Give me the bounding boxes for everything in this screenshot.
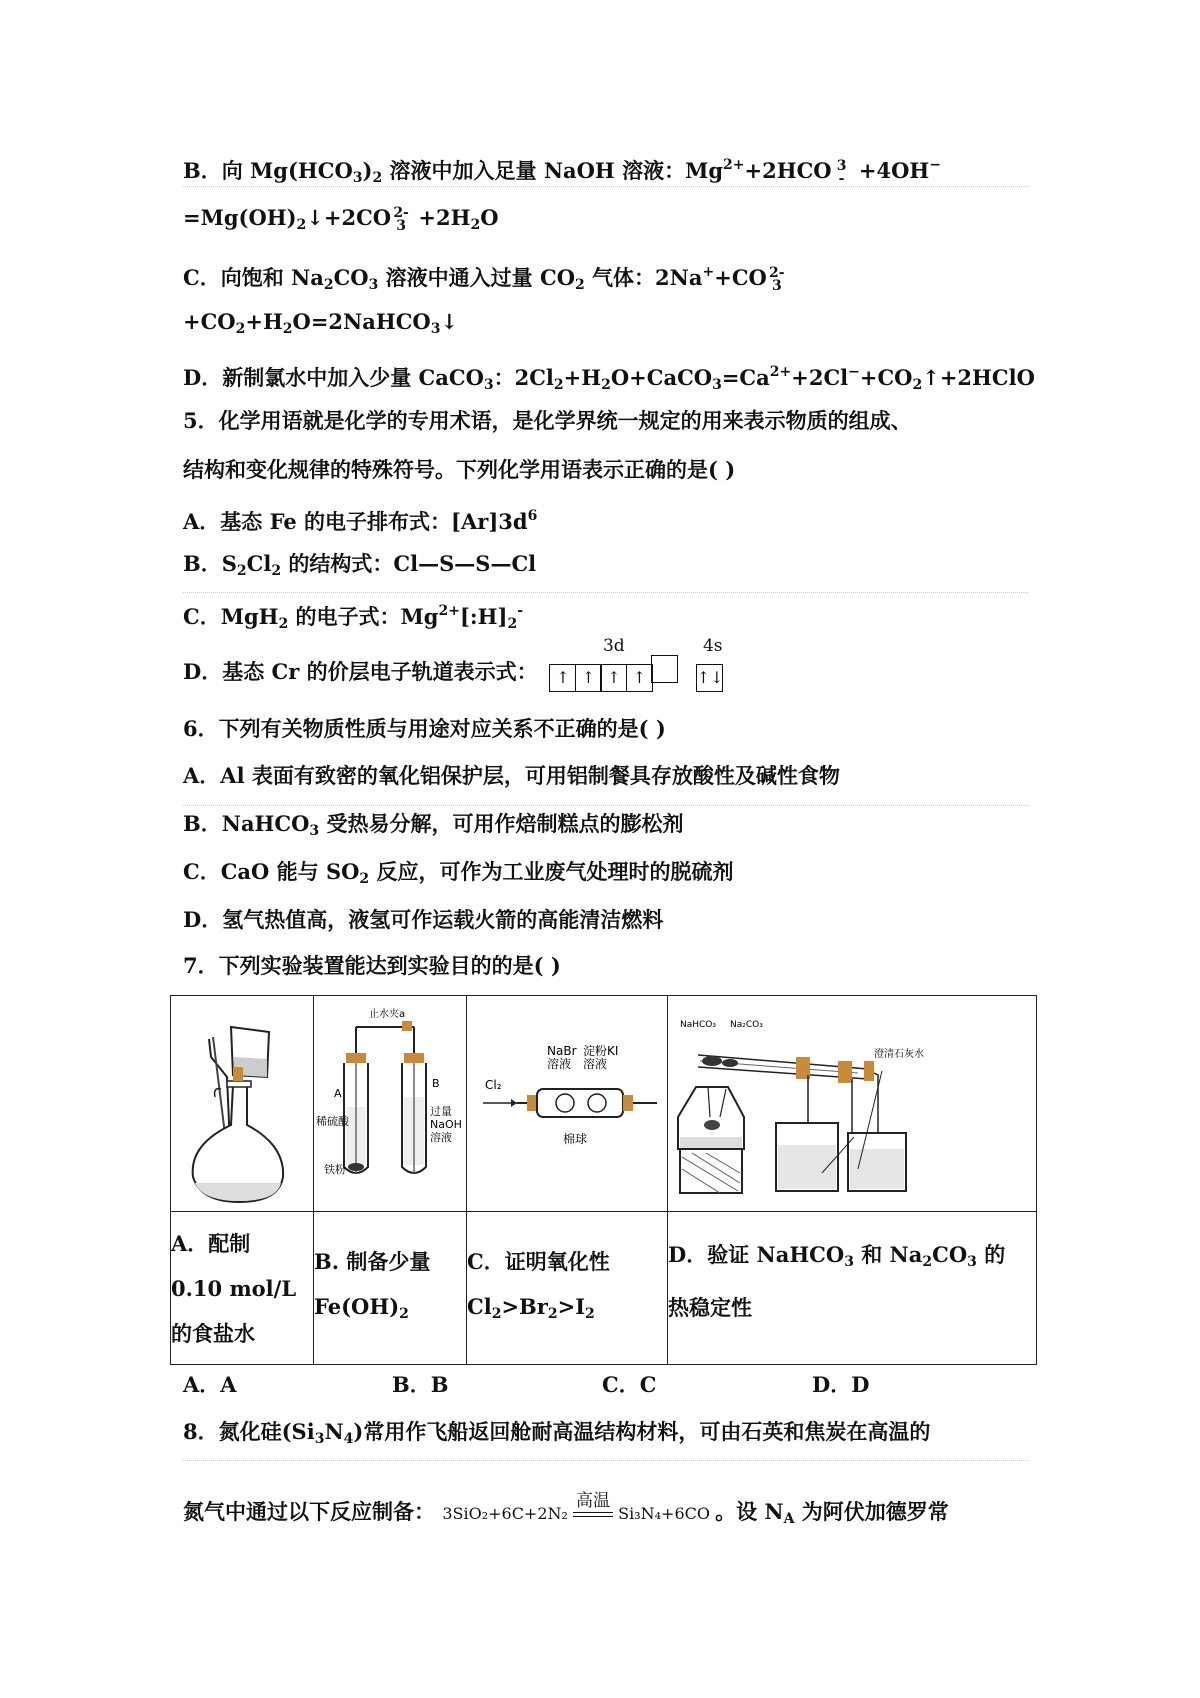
cotton-ball-icon	[556, 1094, 574, 1112]
caption-a-line2: 0.10 mol/L	[171, 1275, 297, 1301]
fe-oh2-apparatus-figure	[314, 997, 466, 1207]
q5-option-c: C．MgH$_2$ 的电子式：$Mg^{2+}[:H]_2^-$	[183, 603, 523, 632]
limewater-label: 澄清石灰水	[874, 1048, 924, 1060]
halogen-oxidation-figure	[467, 997, 667, 1207]
caption-b-line2: $Fe(OH)_2$	[314, 1294, 409, 1322]
apparatus-table	[170, 995, 1037, 1365]
ki-label: 淀粉KI 溶液	[583, 1043, 619, 1071]
q5-stem-line1: 5．化学用语就是化学的专用术语，是化学界统一规定的用来表示物质的组成、	[183, 408, 912, 433]
volumetric-flask-figure	[171, 997, 313, 1207]
q6-option-c: C．CaO 能与 $SO_2$ 反应，可作为工业废气处理时的脱硫剂	[183, 859, 734, 887]
nahco3-label: NaHCO₃	[680, 1019, 716, 1030]
equals-arrow	[573, 1491, 613, 1517]
q7-answer-c: C．C	[602, 1372, 657, 1397]
q7-answer-d: D．D	[812, 1372, 870, 1397]
cotton-label: 棉球	[563, 1131, 588, 1146]
q5-option-d: D．基态 Cr 的价层电子轨道表示式： 3d ↑ ↑ ↑ ↑ 4s ↑↓	[183, 655, 723, 692]
q8-line1: 8．氮化硅$(Si_3N_4)$常用作飞船返回舱耐高温结构材料，可由石英和焦炭在高温的	[183, 1419, 931, 1447]
orbital-diagram	[551, 636, 724, 692]
orbital-box	[651, 655, 678, 683]
orbital-box: ↑	[626, 664, 653, 692]
stopper-icon	[404, 1053, 424, 1063]
nabr-label: NaBr 溶液	[547, 1043, 577, 1071]
q7-answer-a: A．A	[183, 1372, 237, 1397]
q7-stem: 7．下列实验装置能达到实验目的的是( )	[183, 953, 561, 978]
caption-d	[668, 1212, 1037, 1365]
orbital-box: ↑	[549, 664, 576, 692]
rotated-charge: 2- 3	[393, 204, 409, 234]
caption-d-line2: 热稳定性	[668, 1295, 752, 1320]
orbital-box: ↑	[575, 664, 602, 692]
rotated-charge: 3 -	[836, 157, 847, 187]
acid-label: 稀硫酸	[316, 1114, 349, 1128]
caption-a-line3: 的食盐水	[171, 1320, 255, 1346]
q5-option-a: A．基态 Fe 的电子排布式：$[Ar]3d^6$	[183, 508, 538, 534]
q4-option-c: C．向饱和 $Na_2CO_3$ 溶液中通入过量 $CO_2$ 气体：2Na++CO 2- 3	[183, 264, 785, 294]
figure-a-cell	[171, 996, 314, 1212]
caption-a	[171, 1212, 314, 1365]
naoh-label: 过量 NaOH 溶液	[430, 1104, 462, 1144]
q6-stem: 6．下列有关物质性质与用途对应关系不正确的是( )	[183, 716, 666, 741]
q6-option-a: A．Al 表面有致密的氧化铝保护层，可用铝制餐具存放酸性及碱性食物	[183, 763, 840, 788]
tube-a-label: A	[334, 1086, 342, 1100]
clamp-label: 止水夹a	[369, 1008, 406, 1020]
label-3d: 3d	[602, 636, 625, 656]
caption-b-line1: B. 制备少量	[314, 1249, 431, 1274]
dotted-rule	[183, 1460, 1028, 1461]
caption-b	[314, 1212, 467, 1365]
caption-d-line1: D．验证 NaHCO$_3$ 和 $Na_2CO_3$ 的	[668, 1242, 1006, 1270]
dotted-rule	[183, 805, 1028, 806]
orbital-box: ↑	[600, 664, 627, 692]
tube-b-label: B	[432, 1076, 440, 1090]
na2co3-label: Na₂CO₃	[730, 1019, 763, 1030]
caption-a-line1: A．配制	[171, 1230, 251, 1256]
stopper-icon	[346, 1053, 366, 1063]
q6-option-b: B．NaHCO$_3$ 受热易分解，可用作焙制糕点的膨松剂	[183, 811, 684, 839]
label-4s: 4s	[702, 636, 723, 656]
q4-option-b: B．向 $Mg(HCO_3)_2$ 溶液中加入足量 NaOH 溶液：$Mg^{2+}+2HCO$ 3 - +4OH−	[183, 157, 941, 187]
q8-line2: 氮气中通过以下反应制备： 3SiO₂+6C+2N₂ 高温 Si₃N₄+6CO 。设 $N_A$ 为阿伏加德罗常	[183, 1497, 949, 1534]
thermal-stability-figure	[668, 997, 1036, 1207]
caption-c-line1: C．证明氧化性	[467, 1249, 610, 1274]
cl2-label: Cl₂	[485, 1077, 502, 1092]
caption-c	[467, 1212, 668, 1365]
figure-b-cell	[314, 996, 467, 1212]
q4-option-d: D．新制氯水中加入少量 CaCO$_3$：$2Cl_2+H_2O+CaCO_3=Ca^{2+}+2Cl^-+CO_2↑+2HClO$	[183, 364, 1035, 393]
q6-option-d: D．氢气热值高，液氢可作运载火箭的高能清洁燃料	[183, 907, 664, 932]
clamp-icon	[402, 1021, 412, 1031]
dotted-rule	[183, 186, 1028, 187]
caption-c-line2: $Cl_2>Br_2>I_2$	[467, 1294, 595, 1322]
q4-option-c-cont: $+CO_2+H_2O=2NaHCO_3↓$	[183, 309, 459, 337]
figure-c-cell	[467, 996, 668, 1212]
dotted-rule	[183, 592, 1028, 593]
q5-stem-line2: 结构和变化规律的特殊符号。下列化学用语表示正确的是( )	[183, 457, 736, 482]
q4-option-b-cont: $=Mg(OH)_2↓+2CO$ 2- 3 $+2H_2O$	[183, 204, 499, 234]
figure-d-cell	[668, 996, 1037, 1212]
reaction-equation: 3SiO₂+6C+2N₂ 高温 Si₃N₄+6CO	[442, 1504, 715, 1523]
condition-label: 高温	[576, 1491, 611, 1511]
iron-label: 铁粉	[324, 1162, 346, 1176]
q7-answer-b: B．B	[392, 1372, 449, 1397]
orbital-box: ↑↓	[696, 664, 723, 692]
q5-option-b: B．$S_2Cl_2$ 的结构式：Cl—S—S—Cl	[183, 551, 537, 579]
cotton-ball-icon	[588, 1094, 606, 1112]
rotated-charge: 2- 3	[769, 264, 785, 294]
